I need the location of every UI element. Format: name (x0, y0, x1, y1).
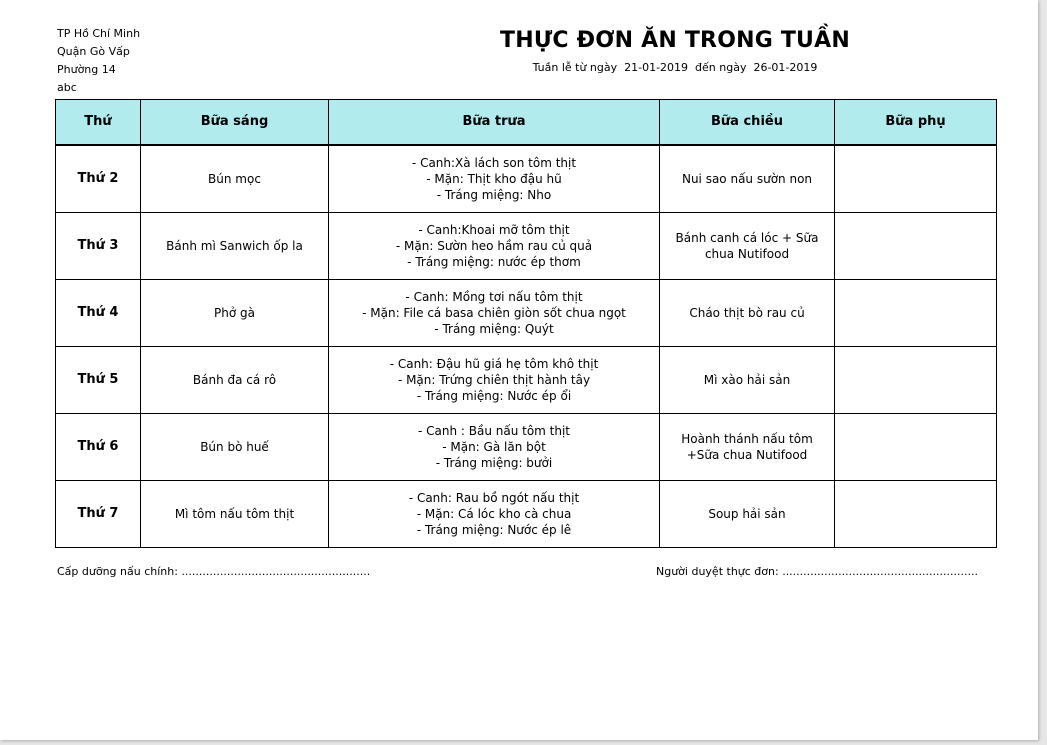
lunch-dish: - Canh: Mồng tơi nấu tôm thịt (405, 290, 583, 304)
afternoon-cell: Soup hải sản (660, 481, 835, 548)
lunch-dish: - Mặn: Gà lăn bột (442, 440, 546, 454)
table-row (56, 145, 997, 213)
header-lunch: Bữa trưa (329, 100, 660, 146)
lunch-cell (329, 213, 660, 280)
lunch-dish: - Tráng miệng: Nước ép lê (416, 523, 572, 537)
day-cell: Thứ 4 (56, 280, 141, 347)
org-district: Quận Gò Vấp (57, 45, 130, 58)
lunch-dish: - Tráng miệng: Nho (436, 188, 552, 202)
org-city: TP Hồ Chí Minh (57, 27, 141, 40)
lunch-cell (329, 347, 660, 414)
breakfast-cell: Bún bò huế (141, 414, 329, 481)
breakfast-cell: Bánh mì Sanwich ốp la (141, 213, 329, 280)
day-cell: Thứ 5 (56, 347, 141, 414)
snack-cell (835, 414, 997, 481)
lunch-dish: - Tráng miệng: nước ép thơm (407, 255, 581, 269)
table-row (56, 213, 997, 280)
lunch-cell (329, 280, 660, 347)
table-row (56, 414, 997, 481)
afternoon-cell: Mì xào hải sản (660, 347, 835, 414)
table-row (56, 481, 997, 548)
snack-cell (835, 145, 997, 213)
breakfast-cell: Mì tôm nấu tôm thịt (141, 481, 329, 548)
snack-cell (835, 481, 997, 548)
lunch-dish: - Tráng miệng: Quýt (434, 322, 554, 336)
org-name: abc (57, 81, 77, 94)
org-ward: Phường 14 (57, 63, 116, 76)
table-row (56, 280, 997, 347)
lunch-dish: - Canh: Rau bồ ngót nấu thịt (408, 491, 580, 505)
header-day: Thứ (56, 100, 141, 146)
lunch-dish: - Canh : Bầu nấu tôm thịt (417, 424, 571, 438)
header-afternoon: Bữa chiều (660, 100, 835, 146)
week-range: Tuần lễ từ ngày 21-01-2019 đến ngày 26-01-2019 (532, 61, 818, 74)
lunch-dish: - Tráng miệng: Nước ép ổi (416, 389, 572, 403)
snack-cell (835, 280, 997, 347)
lunch-dish: - Mặn: File cá basa chiên giòn sốt chua ngọt (362, 306, 626, 320)
organization-block (57, 25, 140, 97)
day-cell: Thứ 7 (56, 481, 141, 548)
day-cell: Thứ 2 (56, 145, 141, 213)
afternoon-cell: Cháo thịt bò rau củ (660, 280, 835, 347)
lunch-dish: - Canh: Đậu hũ giá hẹ tôm khô thịt (389, 357, 599, 371)
breakfast-cell: Phở gà (141, 280, 329, 347)
day-cell: Thứ 6 (56, 414, 141, 481)
lunch-dish: - Mặn: Cá lóc kho cà chua (416, 507, 572, 521)
lunch-cell (329, 414, 660, 481)
snack-cell (835, 347, 997, 414)
snack-cell (835, 213, 997, 280)
afternoon-cell: Bánh canh cá lóc + Sữa chua Nutifood (660, 213, 835, 280)
lunch-dish: - Mặn: Trứng chiên thịt hành tây (397, 373, 591, 387)
lunch-dish: - Canh:Khoai mỡ tôm thịt (418, 223, 570, 237)
lunch-dish: - Mặn: Thịt kho đậu hũ (426, 172, 562, 186)
afternoon-cell: Nui sao nấu sườn non (660, 145, 835, 213)
day-cell: Thứ 3 (56, 213, 141, 280)
approver-signature-line: Người duyệt thực đơn: ........................................................ (656, 565, 979, 578)
lunch-dish: - Canh:Xà lách son tôm thịt (411, 156, 577, 170)
chef-signature-line: Cấp dưỡng nấu chính: ...................................................... (57, 565, 371, 578)
lunch-cell (329, 481, 660, 548)
page-title: THỰC ĐƠN ĂN TRONG TUẦN (500, 28, 850, 53)
header-snack: Bữa phụ (835, 100, 997, 146)
table-row (56, 347, 997, 414)
table-header-row (56, 100, 997, 146)
breakfast-cell: Bánh đa cá rô (141, 347, 329, 414)
lunch-cell (329, 145, 660, 213)
weekly-menu-table (55, 99, 997, 548)
lunch-dish: - Tráng miệng: bưởi (435, 456, 553, 470)
afternoon-cell: Hoành thánh nấu tôm +Sữa chua Nutifood (660, 414, 835, 481)
lunch-dish: - Mặn: Sườn heo hầm rau củ quả (395, 239, 593, 253)
breakfast-cell: Bún mọc (141, 145, 329, 213)
header-breakfast: Bữa sáng (141, 100, 329, 146)
